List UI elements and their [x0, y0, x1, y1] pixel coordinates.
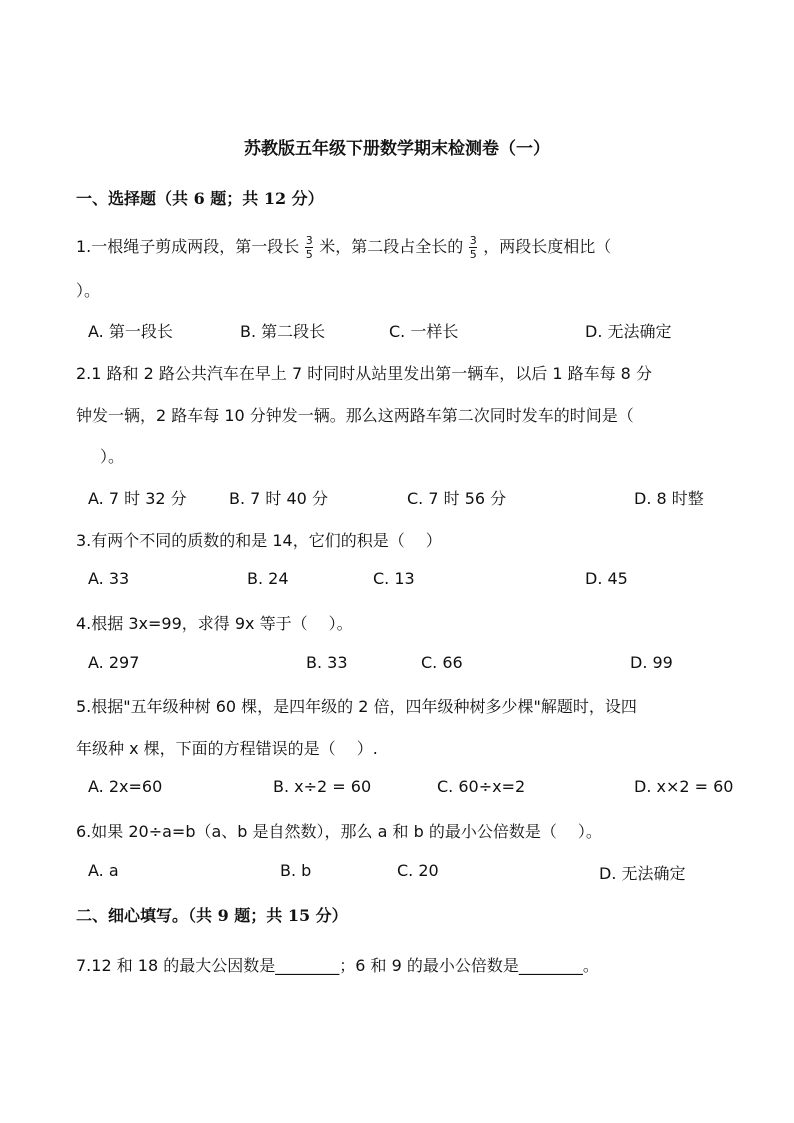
- q6-option-c: C. 20: [397, 861, 439, 880]
- q1-option-c: C. 一样长: [389, 322, 459, 341]
- question-2-line-2: 钟发一辆，2 路车每 10 分钟发一辆。那么这两路车第二次同时发车的时间是（: [76, 406, 634, 425]
- q3-option-c: C. 13: [373, 569, 415, 588]
- fraction-numerator: 3: [469, 234, 477, 247]
- fraction-numerator: 3: [305, 234, 313, 247]
- question-2: 2.1 路和 2 路公共汽车在早上 7 时同时从站里发出第一辆车，以后 1 路车每 8 分: [76, 364, 652, 383]
- question-5: 5.根据"五年级种树 60 棵，是四年级的 2 倍，四年级种树多少棵"解题时，设四: [76, 697, 637, 716]
- question-5-line-2: 年级种 x 棵，下面的方程错误的是（ ）.: [76, 739, 378, 758]
- q3-option-b: B. 24: [247, 569, 289, 588]
- q5-option-d: D. x×2 = 60: [634, 777, 734, 796]
- q6-option-d: D. 无法确定: [599, 864, 686, 883]
- question-6: 6.如果 20÷a=b（a、b 是自然数），那么 a 和 b 的最小公倍数是（ ）。: [76, 822, 602, 841]
- q4-option-c: C. 66: [421, 653, 463, 672]
- section-heading-fill: 二、细心填写。（共 9 题；共 15 分）: [76, 906, 348, 925]
- question-2-line-3: ）。: [100, 447, 125, 466]
- section-heading-choice: 一、选择题（共 6 题；共 12 分）: [76, 189, 324, 208]
- question-1-text-b: 米，第二段占全长的: [319, 237, 464, 256]
- page-title: 苏教版五年级下册数学期末检测卷（一）: [244, 139, 550, 159]
- q6-option-a: A. a: [88, 861, 119, 880]
- question-1-line-2: ）。: [76, 281, 101, 300]
- q1-option-b: B. 第二段长: [240, 322, 326, 341]
- q6-option-b: B. b: [280, 861, 312, 880]
- q1-option-d: D. 无法确定: [585, 322, 672, 341]
- q3-option-a: A. 33: [88, 569, 130, 588]
- q4-option-b: B. 33: [306, 653, 348, 672]
- fraction-1: [305, 235, 313, 260]
- question-4: 4.根据 3x=99，求得 9x 等于（ ）。: [76, 614, 353, 633]
- q1-option-a: A. 第一段长: [88, 322, 173, 341]
- question-1-text-c: ，两段长度相比（: [483, 237, 612, 256]
- q5-option-b: B. x÷2 = 60: [273, 777, 372, 796]
- fraction-denominator: 5: [469, 248, 477, 261]
- question-1: [76, 234, 611, 260]
- q4-option-a: A. 297: [88, 653, 140, 672]
- question-1-text-a: 1.一根绳子剪成两段，第一段长: [76, 237, 300, 256]
- question-7: 7.12 和 18 的最大公因数是________；6 和 9 的最小公倍数是________。: [76, 956, 599, 975]
- q2-option-c: C. 7 时 56 分: [407, 489, 507, 508]
- q2-option-b: B. 7 时 40 分: [229, 489, 328, 508]
- q3-option-d: D. 45: [585, 569, 628, 588]
- q2-option-a: A. 7 时 32 分: [88, 489, 187, 508]
- question-3: 3.有两个不同的质数的和是 14，它们的积是（ ）: [76, 531, 442, 550]
- q2-option-d: D. 8 时整: [634, 489, 704, 508]
- fraction-2: [469, 235, 477, 260]
- q4-option-d: D. 99: [630, 653, 673, 672]
- q5-option-c: C. 60÷x=2: [437, 777, 526, 796]
- q5-option-a: A. 2x=60: [88, 777, 163, 796]
- fraction-denominator: 5: [305, 248, 313, 261]
